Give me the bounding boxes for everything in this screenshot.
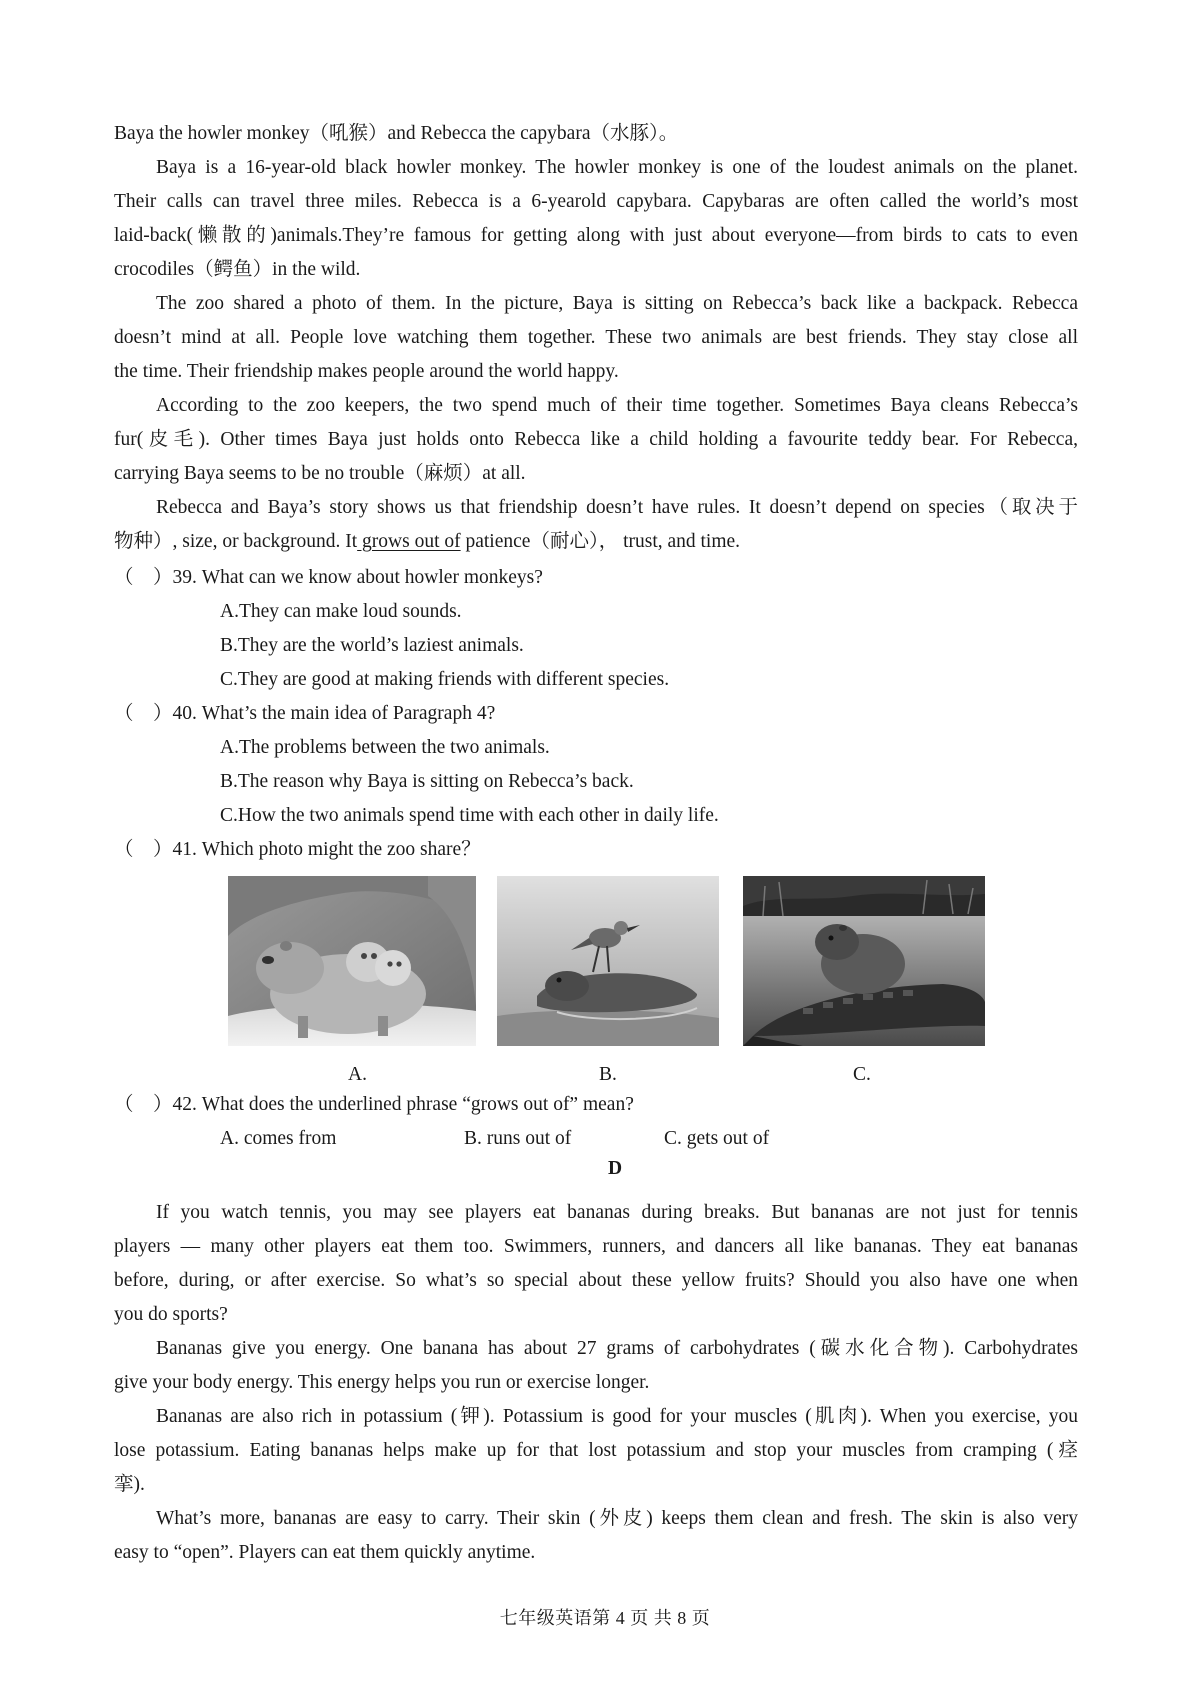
photo-b-caption: B. xyxy=(599,1064,617,1085)
underlined-phrase: grows out of xyxy=(357,531,461,552)
photo-a xyxy=(228,876,476,1046)
section-d-heading: D xyxy=(607,1158,623,1179)
page-footer: 七年级英语第 4 页 共 8 页 xyxy=(499,1608,711,1628)
question-40-stem: （ ）40. What’s the main idea of Paragraph 4? xyxy=(114,703,496,724)
question-40-option-b: B.The reason why Baya is sitting on Rebecca’s back. xyxy=(220,771,634,792)
question-42-stem: （ ）42. What does the underlined phrase “grows out of” mean? xyxy=(114,1094,634,1115)
question-42-option-a: A. comes from xyxy=(220,1128,337,1149)
question-40-option-c: C.How the two animals spend time with each other in daily life. xyxy=(220,805,719,826)
passage-d-paragraph-1: If you watch tennis, you may see players eat bananas during breaks. But bananas are not just for tennis players — many other players eat them too. Swimmers, runners, and dancers all like bananas. They eat bananas before, during, or after exercise. So what’s so special about these yellow fruits? Should you also have one when you do sports? xyxy=(114,1202,1078,1325)
passage-d-paragraph-2: Bananas give you energy. One banana has about 27 grams of carbohydrates (碳水化合物). Carbohydrates give your body energy. This energy helps you run or exercise longer. xyxy=(114,1338,1078,1393)
question-42-option-b: B. runs out of xyxy=(464,1128,572,1149)
passage-d-paragraph-3: Bananas are also rich in potassium (钾). Potassium is good for your muscles (肌肉). When you exercise, you lose potassium. Eating bananas helps make up for that lost potassium and stop your muscles from cramping (痉 挛). xyxy=(114,1406,1078,1495)
passage-d-paragraph-4: What’s more, bananas are easy to carry. Their skin (外皮) keeps them clean and fresh. The skin is also very easy to “open”. Players can eat them quickly anytime. xyxy=(114,1508,1078,1563)
question-39-stem: （ ）39. What can we know about howler monkeys? xyxy=(114,567,543,588)
capybara-on-crocodile-image xyxy=(743,876,985,1046)
capybara-with-monkeys-image xyxy=(228,876,476,1046)
question-39-option-b: B.They are the world’s laziest animals. xyxy=(220,635,524,656)
photo-a-caption: A. xyxy=(348,1064,367,1085)
photo-b xyxy=(497,876,719,1046)
photo-c xyxy=(743,876,985,1046)
passage-c-paragraph-1: Baya is a 16-year-old black howler monkey. The howler monkey is one of the loudest animals on the planet. Their calls can travel three miles. Rebecca is a 6-yearold capybara. Capybaras are often called the world’s most laid-back(懒散的)animals.They’re famous for getting along with just about everyone—from birds to cats to even crocodiles（鳄鱼）in the wild. xyxy=(114,157,1078,280)
question-39-option-c: C.They are good at making friends with different species. xyxy=(220,669,670,690)
question-39-option-a: A.They can make loud sounds. xyxy=(220,601,462,622)
passage-c-paragraph-3: According to the zoo keepers, the two spend much of their time together. Sometimes Baya cleans Rebecca’s fur(皮毛). Other times Baya just holds onto Rebecca like a child holding a favourite teddy bear. For Rebecca, carrying Baya seems to be no trouble（麻烦）at all. xyxy=(114,395,1078,484)
question-42-option-c: C. gets out of xyxy=(664,1128,770,1149)
bird-on-capybara-image xyxy=(497,876,719,1046)
passage-c-paragraph-2: The zoo shared a photo of them. In the picture, Baya is sitting on Rebecca’s back like a backpack. Rebecca doesn’t mind at all. People love watching them together. These two animals are best friends. They stay close all the time. Their friendship makes people around the world happy. xyxy=(114,293,1078,382)
question-40-option-a: A.The problems between the two animals. xyxy=(220,737,550,758)
photo-c-caption: C. xyxy=(853,1064,871,1085)
paragraph-4-line-2: 物种）, size, or background. It grows out of patience（耐心）， trust, and time. xyxy=(114,531,741,552)
question-41-stem: （ ）41. Which photo might the zoo share？ xyxy=(114,839,481,860)
passage-c-paragraph-4: Rebecca and Baya’s story shows us that friendship doesn’t have rules. It doesn’t depend on species（取决于 物种）, size, or background. It grows out of patience（耐心）， trust, and time. xyxy=(114,491,1078,559)
passage-c-title-line: Baya the howler monkey（吼猴）and Rebecca the capybara（水豚）。 xyxy=(114,123,679,144)
